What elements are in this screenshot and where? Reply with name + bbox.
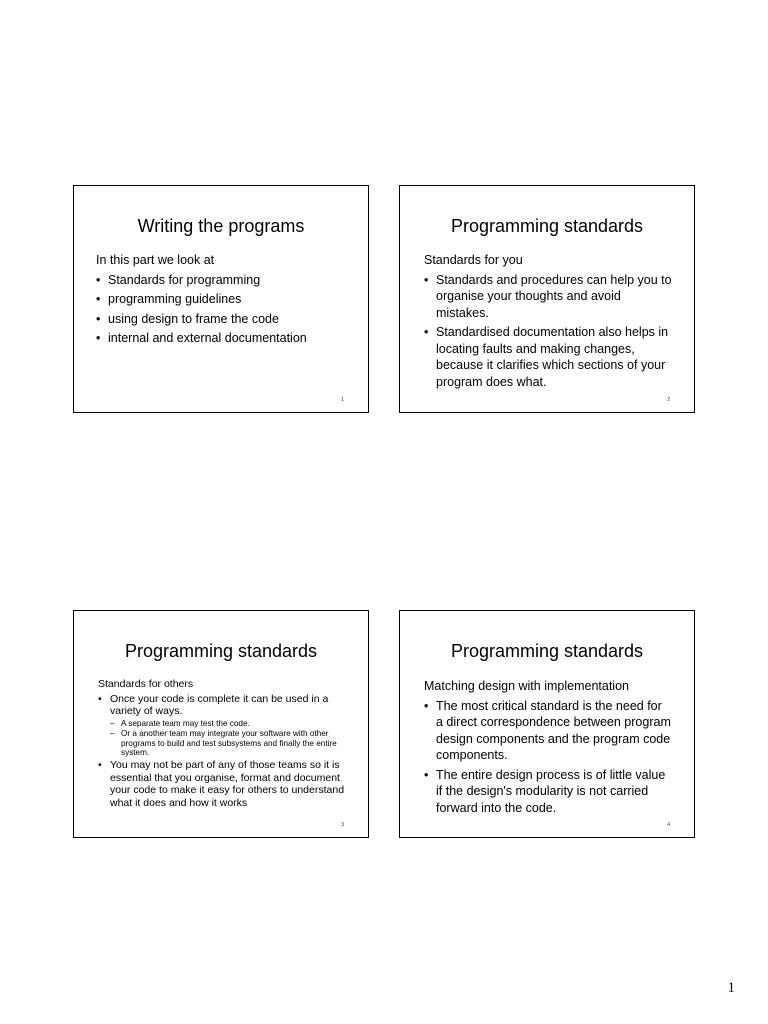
sub-list bbox=[110, 719, 346, 758]
list-item: • You may not be part of any of those teams so it is essential that you organise, format and document your code to make it easy for others to understand what it does and how it works bbox=[98, 759, 346, 809]
slide-intro: Standards for you bbox=[424, 253, 523, 267]
slide-1 bbox=[73, 185, 369, 413]
slide-intro: Standards for others bbox=[98, 678, 194, 690]
sub-list-item: – Or a another team may integrate your software with other programs to build and test subsystems and finally the entire system. bbox=[110, 729, 346, 757]
bullet-list bbox=[98, 693, 346, 809]
slide-number: 3 bbox=[341, 822, 344, 828]
slide-4 bbox=[399, 610, 695, 838]
slide-number: 2 bbox=[667, 397, 670, 403]
sub-list-item: – A separate team may test the code. bbox=[110, 719, 346, 728]
list-item: • Standardised documentation also helps in locating faults and making changes, because it clarifies which sections of your program does what. bbox=[424, 324, 672, 390]
slide-intro: In this part we look at bbox=[96, 253, 215, 267]
list-item: • programming guidelines bbox=[96, 291, 350, 308]
slide-number: 1 bbox=[341, 397, 344, 403]
list-item-text: Once your code is complete it can be used in a variety of ways. bbox=[110, 693, 329, 718]
list-item bbox=[98, 693, 346, 757]
slide-title: Writing the programs bbox=[137, 216, 305, 236]
slide-intro: Matching design with implementation bbox=[424, 679, 629, 693]
bullet-list bbox=[424, 698, 672, 817]
slide-body bbox=[96, 252, 350, 347]
list-item: • using design to frame the code bbox=[96, 311, 350, 328]
slide-body bbox=[424, 252, 672, 390]
list-item: • Standards and procedures can help you to organise your thoughts and avoid mistakes. bbox=[424, 272, 672, 322]
list-item: • The entire design process is of little value if the design's modularity is not carried forward into the code. bbox=[424, 767, 672, 817]
slide-title: Programming standards bbox=[450, 216, 644, 236]
list-item: • internal and external documentation bbox=[96, 330, 350, 347]
list-item: • Standards for programming bbox=[96, 272, 350, 289]
slide-title: Programming standards bbox=[450, 641, 644, 661]
slide-2 bbox=[399, 185, 695, 413]
slide-number: 4 bbox=[667, 822, 670, 828]
slide-body bbox=[424, 678, 672, 816]
bullet-list bbox=[424, 272, 672, 391]
list-item: • The most critical standard is the need for a direct correspondence between program design components and the program code components. bbox=[424, 698, 672, 764]
slide-3 bbox=[73, 610, 369, 838]
slide-body bbox=[98, 678, 346, 809]
slide-title: Programming standards bbox=[124, 641, 318, 661]
page-number: 1 bbox=[727, 980, 735, 996]
bullet-list bbox=[96, 272, 350, 347]
